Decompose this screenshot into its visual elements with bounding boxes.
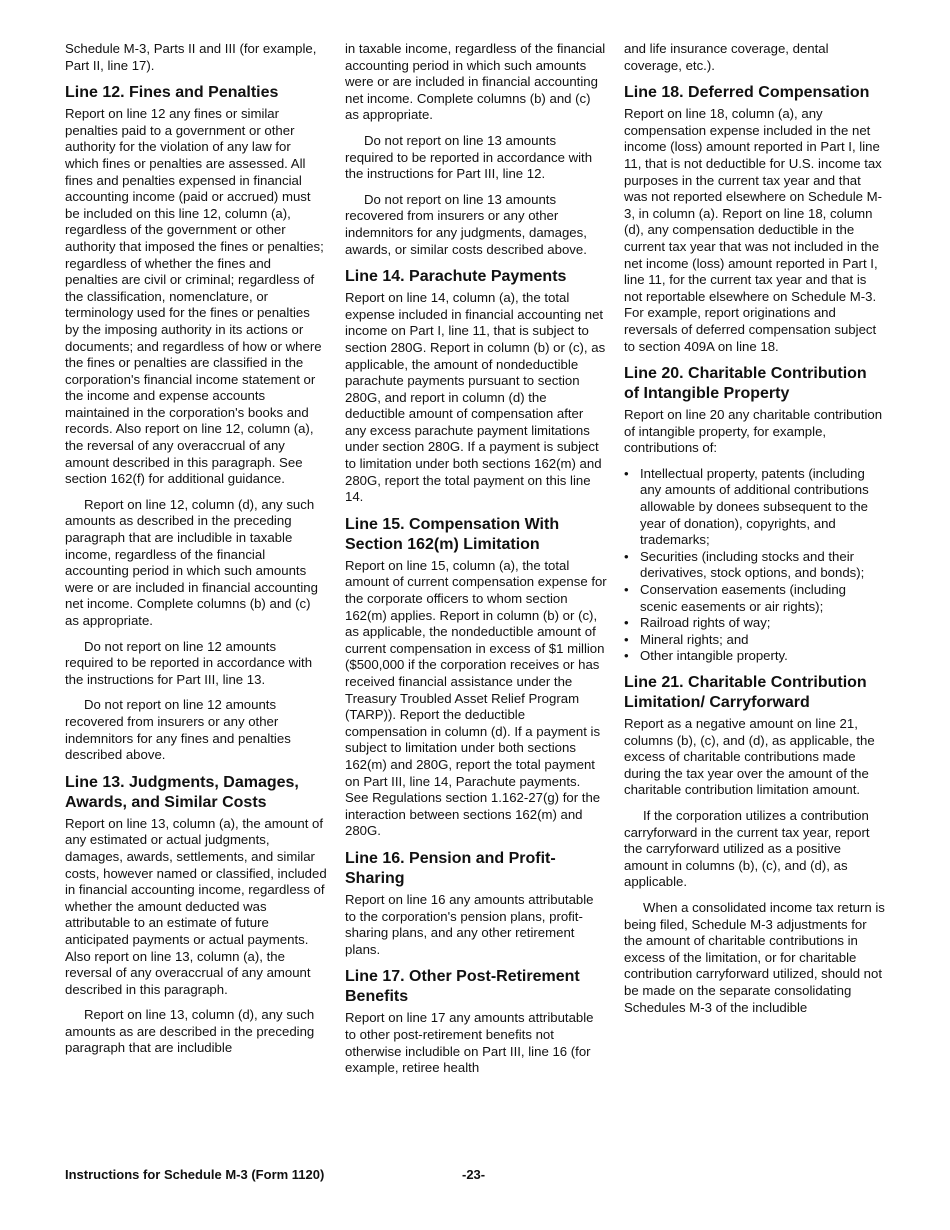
paragraph: Do not report on line 12 amounts recovered from insurers or any other indemnitors for any fines and penalties described above.	[65, 697, 291, 763]
paragraph: If the corporation utilizes a contribution carryforward in the current tax year, report the carryforward utilized as a positive amount in columns (b), (c), and (d), as applicable.	[624, 807, 870, 890]
list-item: • Other intangible property.	[624, 648, 886, 665]
text-column-1	[65, 41, 327, 1066]
section-heading: Line 20. Charitable Contribution of Intangible Property	[624, 365, 867, 403]
section-heading: Line 14. Parachute Payments	[345, 268, 567, 286]
section-heading: Line 21. Charitable Contribution Limitation/ Carryforward	[624, 674, 867, 711]
paragraph: When a consolidated income tax return is being filed, Schedule M-3 adjustments for the amount of charitable contributions in excess of the limitation, or for charitable contribution carryforward utilized, should not be made on the separate consolidating Schedules M-3 of the includible	[624, 899, 885, 1015]
section-heading: Line 18. Deferred Compensation	[624, 84, 870, 102]
list-item: • Securities (including stocks and their derivatives, stock options, and bonds);	[624, 549, 886, 582]
paragraph: Report on line 16 any amounts attributable to the corporation's pension plans, profit-sharing plans, and any other retirement plans.	[345, 891, 594, 957]
paragraph: Do not report on line 13 amounts recovered from insurers or any other indemnitors for any judgments, damages, awards, or similar costs described above.	[345, 191, 587, 257]
section-heading: Line 15. Compensation With Section 162(m) Limitation	[345, 515, 560, 553]
section-heading: Line 17. Other Post-Retirement Benefits	[345, 968, 580, 1006]
paragraph: Report as a negative amount on line 21, columns (b), (c), and (d), as applicable, the excess of charitable contributions made during the tax year over the amount of the charitable contribution limitation amount.	[624, 716, 875, 798]
list-item: • Conservation easements (including scenic easements or air rights);	[624, 582, 886, 615]
list-item: • Intellectual property, patents (including any amounts of additional contributions allowable by donees subsequent to the year of donation), copyrights, and trademarks;	[624, 466, 886, 549]
paragraph: Report on line 13, column (d), any such amounts as are described in the preceding paragraph that are includible	[65, 1007, 315, 1056]
paragraph: Report on line 13, column (a), the amount of any estimated or actual judgments, damages, awards, settlements, and similar costs, however named or classified, included in financial accounting income, regardless of whether the amount deducted was attributable to an estimate of future anticipated payments or actual payments. Also report on line 13, column (a), the reversal of any overaccrual of any amount described in this paragraph.	[65, 815, 327, 997]
paragraph: Report on line 14, column (a), the total expense included in financial accounting net income on Part I, line 11, that is subject to section 280G. Report in column (b) or (c), as applicable, the amount of nondeductible parachute payments pursuant to section 280G, and report in column (d) the deductible amount of compensation after any excess parachute payment limitations under section 280G. If a payment is subject to limitation under both sections 162(m) and 280G, report the total payment on this line 14.	[345, 290, 606, 505]
paragraph: Report on line 20 any charitable contribution of intangible property, for example, contributions of:	[624, 407, 883, 456]
paragraph: Do not report on line 13 amounts required to be reported in accordance with the instructions for Part III, line 12.	[345, 132, 593, 182]
paragraph: Do not report on line 12 amounts required to be reported in accordance with the instructions for Part III, line 13.	[65, 638, 313, 687]
bullet-list	[624, 466, 886, 665]
paragraph: Report on line 15, column (a), the total amount of current compensation expense for the corporate officers to whom section 162(m) applies. Report in column (b) or (c), as applicable, the nondeductible amount of current compensation in excess of $1 million ($500,000 if the corporation receives or has received financial assistance under the Treasury Troubled Asset Relief Program (TARP)). Report the deductible compensation in column (d). If a payment is subject to limitation under both sections 162(m) and 280G, report the total payment on Part III, line 14, Parachute payments. See Regulations section 1.162-27(g) for the interaction between sections 162(m) and 280G.	[345, 557, 607, 839]
page-number: -23-	[462, 1167, 486, 1182]
paragraph: Report on line 12 any fines or similar penalties paid to a government or other authority for the violation of any law for which fines or penalties are assessed. All fines and penalties expensed in financial accounting income (paid or accrued) must be included on this line 12, column (a), regardless of the government or other authority that imposed the fines or penalties; regardless of whether the fines and penalties are civil or criminal; regardless of the classification, nomenclature, or terminology used for the fines or penalties by the imposing authority in its actions or documents; and regardless of how or where the fines or penalties are classified in the corporation's financial income statement or the income and expense accounts maintained in the corporation's books and records. Also report on line 12, column (a), the reversal of any overaccrual of any amount described in this paragraph. See section 162(f) for additional guidance.	[65, 106, 324, 487]
footer-title: Instructions for Schedule M-3 (Form 1120)	[65, 1167, 325, 1182]
text-column-2	[345, 41, 607, 1086]
paragraph: Report on line 18, column (a), any compensation expense included in the net income (loss) amount reported in Part I, line 11, that is not deductible for U.S. income tax purposes in the current tax year and that was not reported elsewhere on Schedule M-3, in column (a). Report on line 18, column (d), any compensation deductible in the current tax year that was not included in the net income (loss) amount reported in Part I, line 11, for the current tax year and that is not reportable elsewhere on Schedule M-3. For example, report originations and reversals of deferred compensation subject to section 409A on line 18.	[624, 106, 883, 354]
list-item: • Railroad rights of way;	[624, 615, 886, 632]
section-heading: Line 16. Pension and Profit-Sharing	[345, 849, 556, 887]
paragraph: Report on line 12, column (d), any such amounts as described in the preceding paragraph that are includible in taxable income, regardless of the financial accounting period in which such amounts were or are included in financial accounting net income. Complete columns (b) and (c) as appropriate.	[65, 496, 318, 628]
paragraph: Schedule M-3, Parts II and III (for example, Part II, line 17).	[65, 41, 317, 73]
section-heading: Line 12. Fines and Penalties	[65, 84, 279, 102]
list-item: • Mineral rights; and	[624, 632, 886, 649]
paragraph: and life insurance coverage, dental coverage, etc.).	[624, 41, 829, 73]
paragraph: in taxable income, regardless of the financial accounting period in which such amounts were or are included in financial accounting net income. Complete columns (b) and (c) as appropriate.	[345, 41, 606, 123]
text-column-3	[624, 41, 886, 1025]
section-heading: Line 13. Judgments, Damages, Awards, and Similar Costs	[65, 773, 299, 811]
paragraph: Report on line 17 any amounts attributable to other post-retirement benefits not otherwise includible on Part III, line 16 (for example, retiree health	[345, 1010, 594, 1076]
page-footer	[65, 1167, 885, 1182]
